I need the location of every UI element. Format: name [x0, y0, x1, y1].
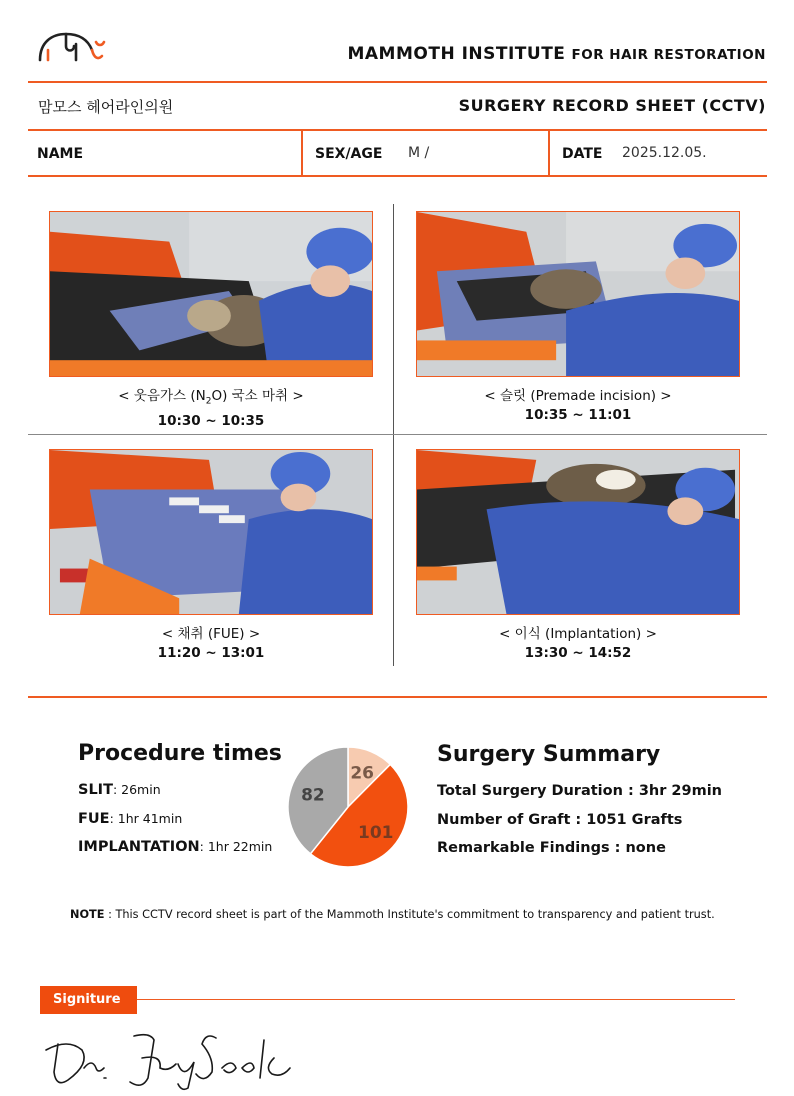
- pie-data-label: 26: [350, 763, 375, 784]
- date-label: DATE: [562, 146, 603, 162]
- divider: [548, 130, 550, 176]
- graft-count: Number of Graft : 1051 Grafts: [437, 812, 683, 828]
- note: NOTE : This CCTV record sheet is part of the Mammoth Institute's commitment to transparency and patient trust.: [70, 908, 715, 921]
- cctv-photo-anesthesia: [49, 211, 373, 377]
- cctv-photo-implantation: [416, 449, 740, 615]
- procedure-time-fue: FUE: 1hr 41min: [78, 811, 183, 827]
- step-time: 10:35 ~ 11:01: [524, 407, 632, 423]
- cctv-photo-fue: [49, 449, 373, 615]
- step-time: 10:30 ~ 10:35: [157, 412, 265, 429]
- grid-divider: [28, 434, 767, 435]
- handwritten-signature: [38, 1028, 298, 1092]
- pie-data-label: 82: [301, 785, 325, 806]
- name-label: NAME: [37, 146, 84, 162]
- divider: [28, 696, 767, 698]
- signature-label: Signiture: [40, 986, 137, 1014]
- clinic-name: 맘모스 헤어라인의원: [38, 98, 174, 116]
- total-duration: Total Surgery Duration : 3hr 29min: [437, 783, 723, 799]
- divider: [28, 175, 767, 177]
- procedure-time-implantation: IMPLANTATION: 1hr 22min: [78, 839, 273, 855]
- step-time: 13:30 ~ 14:52: [524, 645, 632, 661]
- procedure-times-title: Procedure times: [78, 741, 282, 766]
- step-caption: < 웃음가스 $(N_2O)$ 국소 마취 > 10:30 ~ 10:35: [118, 388, 304, 429]
- procedure-times-pie-chart: [287, 746, 409, 868]
- institute-name: MAMMOTH INSTITUTE FOR HAIR RESTORATION: [347, 44, 766, 64]
- elephant-logo-icon: [36, 30, 106, 64]
- sheet-title: SURGERY RECORD SHEET (CCTV): [458, 96, 766, 115]
- sex-age-label: SEX/AGE: [315, 146, 383, 162]
- procedure-time-slit: SLIT: 26min: [78, 782, 161, 798]
- sex-age-value: M /: [408, 145, 430, 161]
- divider: [301, 130, 303, 176]
- date-value: 2025.12.05.: [622, 145, 707, 161]
- remarkable-findings: Remarkable Findings : none: [437, 840, 666, 856]
- cctv-photo-slit: [416, 211, 740, 377]
- divider: [28, 129, 767, 131]
- surgery-summary-title: Surgery Summary: [437, 742, 661, 767]
- signature-line: [137, 999, 735, 1000]
- step-caption: < 슬릿 (Premade incision) > 10:35 ~ 11:01: [484, 388, 672, 423]
- divider: [28, 81, 767, 83]
- step-caption: < 채취 (FUE) > 11:20 ~ 13:01: [157, 626, 265, 661]
- step-caption: < 이식 (Implantation) > 13:30 ~ 14:52: [499, 626, 657, 661]
- grid-divider: [393, 204, 394, 666]
- pie-data-label: 101: [357, 822, 394, 843]
- step-time: 11:20 ~ 13:01: [157, 645, 265, 661]
